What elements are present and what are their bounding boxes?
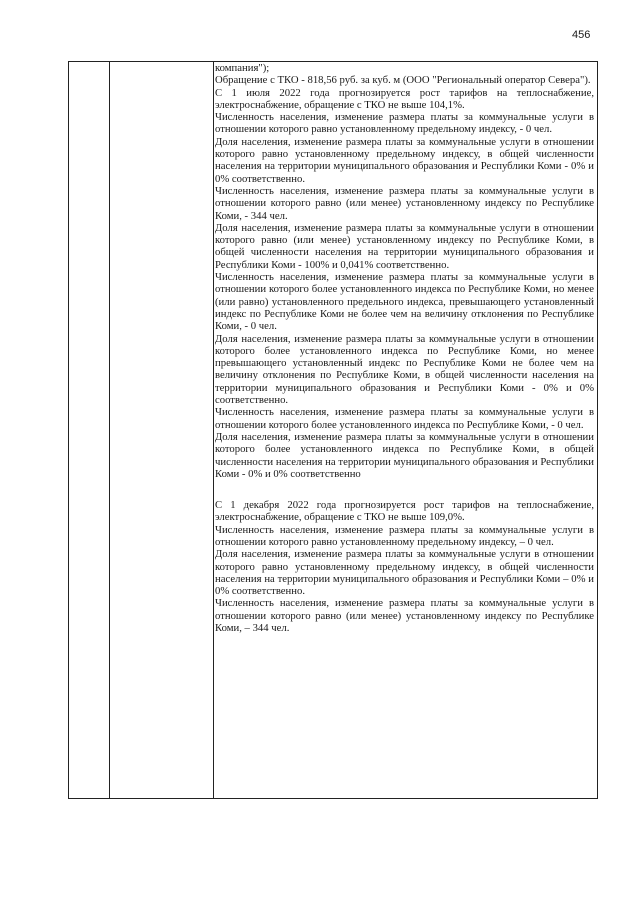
page-number: 456 (572, 29, 591, 41)
paragraph: Численность населения, изменение размера платы за коммунальные услуги в отношении которого равно установленному предельному индексу, - 0 чел. (215, 111, 594, 136)
paragraph: Численность населения, изменение размера платы за коммунальные услуги в отношении которого равно установленному предельному индексу, – 0 чел. (215, 523, 594, 548)
paragraph: Доля населения, изменение размера платы за коммунальные услуги в отношении которого равно установленному предельному индексу, в общей численности населения на территории муниципального образования и Республики Коми – 0% и 0% соответственно. (215, 548, 594, 598)
paragraph: Доля населения, изменение размера платы за коммунальные услуги в отношении которого равно установленному предельному индексу, в общей численности населения на территории муниципального образования и Республики Коми - 0% и 0% соответственно. (215, 135, 594, 185)
paragraph: Доля населения, изменение размера платы за коммунальные услуги в отношении которого более установленного индекса по Республике Коми, в общей численности населения на территории муниципального образования и Республики Коми - 0% и 0% соответственно (215, 430, 594, 480)
paragraph: С 1 декабря 2022 года прогнозируется рост тарифов на теплоснабжение, электроснабжение, обращение с ТКО не выше 109,0%. (215, 499, 594, 524)
paragraph: Численность населения, изменение размера платы за коммунальные услуги в отношении которого более установленного индекса по Республике Коми, но менее (или равно) установленного предельного индекса, превышающего установленный индекс по Республике Коми не более чем на величину отклонения по Республике Коми, - 0 чел. (215, 271, 594, 333)
paragraph: Численность населения, изменение размера платы за коммунальные услуги в отношении которого равно (или менее) установленному индексу по Республике Коми, - 344 чел. (215, 184, 594, 222)
paragraph: Доля населения, изменение размера платы за коммунальные услуги в отношении которого более установленного индекса по Республике Коми, но менее превышающего установленный индекс по Республике Коми не более чем на величину отклонения по Республике Коми, в общей численности населения на территории муниципального образования и Республики Коми - 0% и 0% соответственно. (215, 332, 594, 407)
paragraph: С 1 июля 2022 года прогнозируется рост тарифов на теплоснабжение, электроснабжение, обращение с ТКО не выше 104,1%. (215, 86, 594, 111)
paragraph: Численность населения, изменение размера платы за коммунальные услуги в отношении которого равно (или менее) установленному индексу по Республике Коми, – 344 чел. (215, 597, 594, 635)
paragraph: компания"); (215, 62, 270, 74)
column-divider-1 (109, 62, 110, 798)
paragraph: Обращение с ТКО - 818,56 руб. за куб. м (ООО "Региональный оператор Севера"). (215, 74, 591, 87)
table-cell-text (215, 62, 594, 634)
paragraph: Численность населения, изменение размера платы за коммунальные услуги в отношении которого более установленного индекса по Республике Коми, - 0 чел. (215, 406, 594, 431)
paragraph: Доля населения, изменение размера платы за коммунальные услуги в отношении которого равно (или менее) установленному индексу по Республике Коми, в общей численности населения на территории муниципального образования и Республики Коми - 100% и 0,041% соответственно. (215, 221, 594, 271)
paragraph-spacer (215, 480, 594, 499)
column-divider-2 (213, 62, 214, 798)
